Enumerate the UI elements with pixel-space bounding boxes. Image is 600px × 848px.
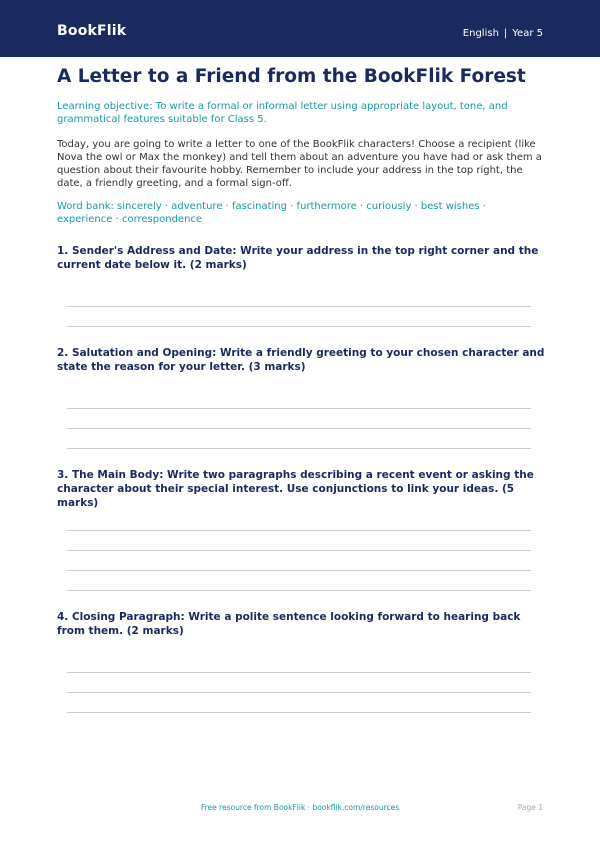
page-header bbox=[0, 0, 600, 57]
header-meta bbox=[463, 28, 543, 39]
subject-label: English bbox=[462, 28, 499, 39]
word-bank: Word bank: sincerely · adventure · fascinating · furthermore · curiously · best wishes · experience · correspondence bbox=[57, 201, 486, 225]
year-label: Year 5 bbox=[512, 28, 543, 39]
worksheet-title: A Letter to a Friend from the BookFlik Forest bbox=[57, 66, 526, 87]
answer-line[interactable] bbox=[67, 306, 531, 307]
page-number: Page 1 bbox=[517, 803, 543, 812]
brand-logo-text: BookFlik bbox=[57, 23, 127, 39]
answer-line[interactable] bbox=[67, 408, 531, 409]
question-4: 4. Closing Paragraph: Write a polite sentence looking forward to hearing back from them. (2 marks) bbox=[57, 611, 521, 637]
answer-line[interactable] bbox=[67, 570, 531, 571]
answer-line[interactable] bbox=[67, 530, 531, 531]
answer-line[interactable] bbox=[67, 712, 531, 713]
answer-line[interactable] bbox=[67, 550, 531, 551]
question-3: 3. The Main Body: Write two paragraphs describing a recent event or asking the character about their special interest. Use conjunctions to link your ideas. (5 marks) bbox=[57, 469, 534, 509]
answer-line[interactable] bbox=[67, 428, 531, 429]
learning-objective: Learning objective: To write a formal or informal letter using appropriate layout, tone, and grammatical features suitable for Class 5. bbox=[57, 101, 508, 125]
answer-line[interactable] bbox=[67, 590, 531, 591]
meta-separator: | bbox=[503, 28, 508, 39]
intro-paragraph: Today, you are going to write a letter to one of the BookFlik characters! Choose a recipient (like Nova the owl or Max the monkey) and tell them about an adventure you have had or ask them a question about their favourite hobby. Remember to include your address in the top right, the date, a friendly greeting, and a formal sign-off. bbox=[57, 139, 542, 189]
question-1: 1. Sender's Address and Date: Write your address in the top right corner and the current date below it. (2 marks) bbox=[57, 245, 539, 271]
question-2: 2. Salutation and Opening: Write a friendly greeting to your chosen character and state the reason for your letter. (3 marks) bbox=[57, 347, 545, 373]
answer-line[interactable] bbox=[67, 448, 531, 449]
answer-line[interactable] bbox=[67, 326, 531, 327]
footer-credit: Free resource from BookFlik · bookflik.com/resources bbox=[200, 803, 400, 812]
answer-line[interactable] bbox=[67, 692, 531, 693]
answer-line[interactable] bbox=[67, 672, 531, 673]
